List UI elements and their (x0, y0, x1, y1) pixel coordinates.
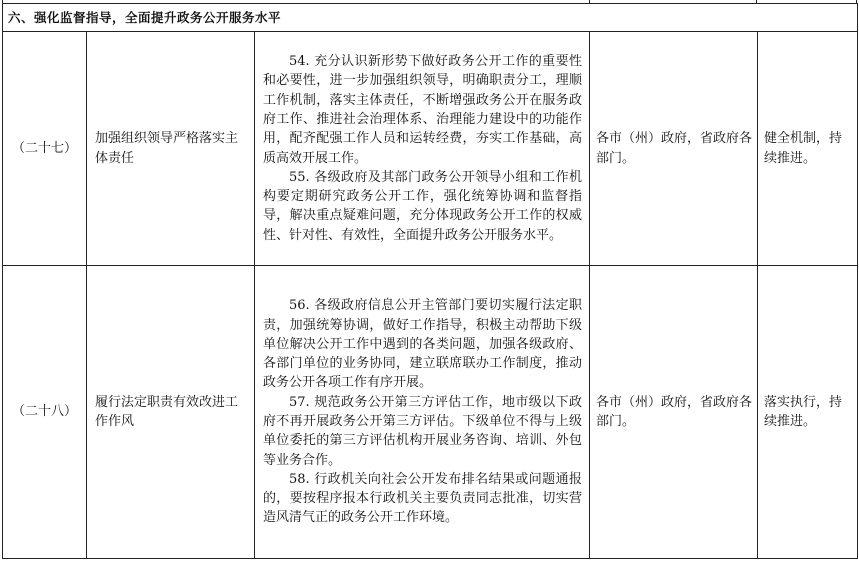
policy-task-table (2, 3, 858, 559)
previous-row-border-fragment (0, 0, 859, 2)
responsible-units: 各市（州）政府，省政府各部门。 (590, 32, 758, 266)
task-number: （二十八） (3, 266, 87, 559)
task-title: 加强组织领导严格落实主体责任 (87, 32, 255, 266)
deadline-note: 落实执行，持续推进。 (758, 266, 858, 559)
section-heading-row (3, 4, 858, 32)
task-content (255, 32, 590, 266)
task-content (255, 266, 590, 559)
task-item: 58. 行政机关向社会公开发布排名结果或问题通报的，要按程序报本行政机关主要负责同志批准，切实营造风清气正的政务公开工作环境。 (263, 471, 582, 526)
task-title: 履行法定职责有效改进工作作风 (87, 266, 255, 559)
section-title: 六、强化监督指导，全面提升政务公开服务水平 (3, 4, 858, 32)
deadline-note: 健全机制，持续推进。 (758, 32, 858, 266)
responsible-units: 各市（州）政府，省政府各部门。 (590, 266, 758, 559)
task-number: （二十七） (3, 32, 87, 266)
table-row (3, 266, 858, 559)
task-item: 57. 规范政务公开第三方评估工作，地市级以下政府不再开展政务公开第三方评估。下级单位不得与上级单位委托的第三方评估机构开展业务咨询、培训、外包等业务合作。 (263, 394, 582, 468)
task-item: 55. 各级政府及其部门政务公开领导小组和工作机构要定期研究政务公开工作，强化统筹协调和监督指导，解决重点疑难问题，充分体现政务公开工作的权威性、针对性、有效性，全面提升政务公开服务水平。 (263, 169, 582, 243)
table-row (3, 32, 858, 266)
task-item: 54. 充分认识新形势下做好政务公开工作的重要性和必要性，进一步加强组织领导，明确职责分工，理顺工作机制，落实主体责任，不断增强政务公开在服务政府工作、推进社会治理体系、治理能力建设中的功能作用，配齐配强工作人员和运转经费，夯实工作基础，高质高效开展工作。 (263, 54, 582, 166)
task-item: 56. 各级政府信息公开主管部门要切实履行法定职责，加强统筹协调，做好工作指导，积极主动帮助下级单位解决公开工作中遇到的各类问题，加强各级政府、各部门单位的业务协同，建立联席联办工作制度，推动政务公开各项工作有序开展。 (263, 298, 582, 391)
